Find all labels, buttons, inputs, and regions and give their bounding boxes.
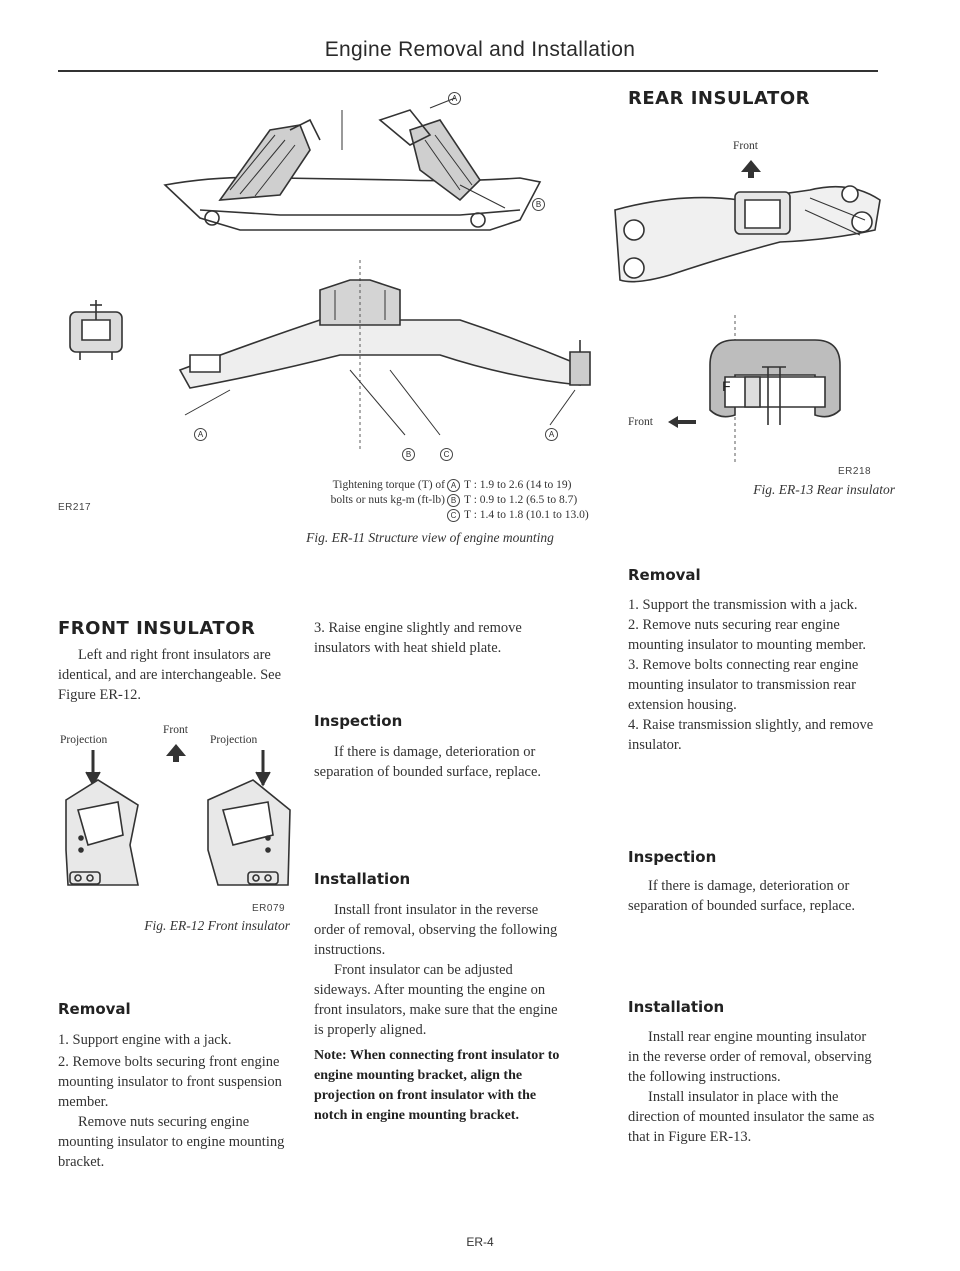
rear-inspection-text bbox=[628, 876, 878, 916]
rear-removal-step-4: 4. Raise transmission slightly, and remove insulator. bbox=[628, 717, 874, 753]
torque-row-a bbox=[447, 478, 627, 493]
middle-installation-title: Installation bbox=[314, 870, 411, 888]
rear-removal-steps bbox=[628, 595, 878, 755]
middle-inspection-paragraph: If there is damage, deterioration or separation of bounded surface, replace. bbox=[314, 744, 542, 780]
note-label: Note: bbox=[314, 1048, 347, 1063]
engine-mounting-top-drawing bbox=[160, 90, 560, 250]
fig-er11-caption: Fig. ER-11 Structure view of engine mounting bbox=[306, 530, 554, 545]
rear-installation-paragraph-2: Install insulator in place with the direction of mounted insulator the same as that in Figure ER-13. bbox=[628, 1089, 875, 1145]
label-projection-right: Projection bbox=[210, 734, 258, 746]
page-number: ER-4 bbox=[466, 1235, 494, 1249]
rear-insulator-top-drawing bbox=[610, 180, 890, 300]
rear-insulator-title: REAR INSULATOR bbox=[628, 88, 810, 109]
callout-c-bottom: C bbox=[440, 448, 453, 461]
rear-installation-text bbox=[628, 1027, 878, 1147]
front-intro-paragraph: Left and right front insulators are identical, and are interchangeable. See Figure ER-12. bbox=[58, 647, 282, 703]
rear-installation-title: Installation bbox=[628, 998, 725, 1016]
rear-removal-title: Removal bbox=[628, 566, 701, 584]
label-projection-left: Projection bbox=[60, 734, 108, 746]
rear-inspection-title: Inspection bbox=[628, 848, 717, 866]
torque-values bbox=[447, 478, 627, 523]
callout-a-top: A bbox=[448, 92, 461, 105]
rear-installation-paragraph-1: Install rear engine mounting insulator in the reverse order of removal, observing the following instructions. bbox=[628, 1029, 872, 1085]
middle-installation-paragraph-1: Install front insulator in the reverse order of removal, observing the following instructions. bbox=[314, 902, 558, 958]
fig-code-er218: ER218 bbox=[838, 466, 872, 477]
arrow-left-icon bbox=[668, 416, 696, 428]
middle-installation-paragraph-2: Front insulator can be adjusted sideways. After mounting the engine on front insulators, make sure that the engine is properly aligned. bbox=[314, 962, 558, 1038]
front-insulator-drawing bbox=[58, 750, 298, 895]
rear-front-label-left: Front bbox=[628, 416, 653, 428]
rear-removal-step-2: 2. Remove nuts securing rear engine mounting insulator to mounting member. bbox=[628, 617, 867, 653]
rear-removal-step-3: 3. Remove bolts connecting rear engine mounting insulator to transmission rear extension housing. bbox=[628, 657, 859, 713]
front-removal-step-2: 2. Remove bolts securing front engine mounting insulator to front suspension member. bbox=[58, 1054, 282, 1110]
callout-b-bottom: B bbox=[402, 448, 415, 461]
fig-er12-caption: Fig. ER-12 Front insulator bbox=[144, 918, 290, 933]
front-removal-step-2b: Remove nuts securing engine mounting insulator to engine mounting bracket. bbox=[58, 1114, 285, 1170]
torque-row-b bbox=[447, 493, 627, 508]
callout-a-left: A bbox=[194, 428, 207, 441]
front-removal-title: Removal bbox=[58, 1000, 131, 1018]
middle-step-3 bbox=[314, 618, 570, 658]
middle-note bbox=[314, 1046, 570, 1126]
front-intro bbox=[58, 645, 290, 705]
fig-code-er079: ER079 bbox=[252, 903, 286, 914]
fig-code-er217: ER217 bbox=[58, 502, 92, 513]
torque-label-line1: Tightening torque (T) of bbox=[332, 479, 445, 491]
fig-er13-caption: Fig. ER-13 Rear insulator bbox=[753, 482, 895, 497]
callout-a-right: A bbox=[545, 428, 558, 441]
torque-callout-a: A bbox=[447, 479, 460, 492]
page-header-title: Engine Removal and Installation bbox=[324, 38, 636, 61]
rear-letter-f: F bbox=[722, 378, 731, 394]
middle-inspection-text bbox=[314, 742, 570, 782]
middle-installation-text bbox=[314, 900, 570, 1040]
torque-value-a: T : 1.9 to 2.6 (14 to 19) bbox=[464, 479, 572, 491]
torque-label bbox=[270, 478, 445, 508]
torque-callout-c: C bbox=[447, 509, 460, 522]
note-text: When connecting front insulator to engine mounting bracket, align the projection on front insulator with the notch in engine mounting bracket. bbox=[314, 1048, 560, 1123]
torque-label-line2: bolts or nuts kg-m (ft-lb) bbox=[330, 494, 445, 506]
rear-front-label-top: Front bbox=[733, 140, 758, 152]
engine-mounting-bottom-drawing bbox=[60, 260, 620, 450]
rear-removal-step-1: 1. Support the transmission with a jack. bbox=[628, 597, 858, 613]
front-removal-steps bbox=[58, 1030, 290, 1172]
label-front-center: Front bbox=[163, 724, 188, 736]
callout-b-top: B bbox=[532, 198, 545, 211]
middle-inspection-title: Inspection bbox=[314, 712, 403, 730]
arrow-up-icon bbox=[741, 160, 761, 178]
torque-value-b: T : 0.9 to 1.2 (6.5 to 8.7) bbox=[464, 494, 578, 506]
front-insulator-title: FRONT INSULATOR bbox=[58, 618, 256, 639]
torque-value-c: T : 1.4 to 1.8 (10.1 to 13.0) bbox=[464, 509, 589, 521]
torque-row-c bbox=[447, 508, 627, 523]
header-rule bbox=[58, 70, 878, 72]
rear-inspection-paragraph: If there is damage, deterioration or separation of bounded surface, replace. bbox=[628, 878, 856, 914]
front-removal-step-1: 1. Support engine with a jack. bbox=[58, 1032, 232, 1048]
middle-step-3-text: 3. Raise engine slightly and remove insulators with heat shield plate. bbox=[314, 620, 522, 656]
torque-callout-b: B bbox=[447, 494, 460, 507]
